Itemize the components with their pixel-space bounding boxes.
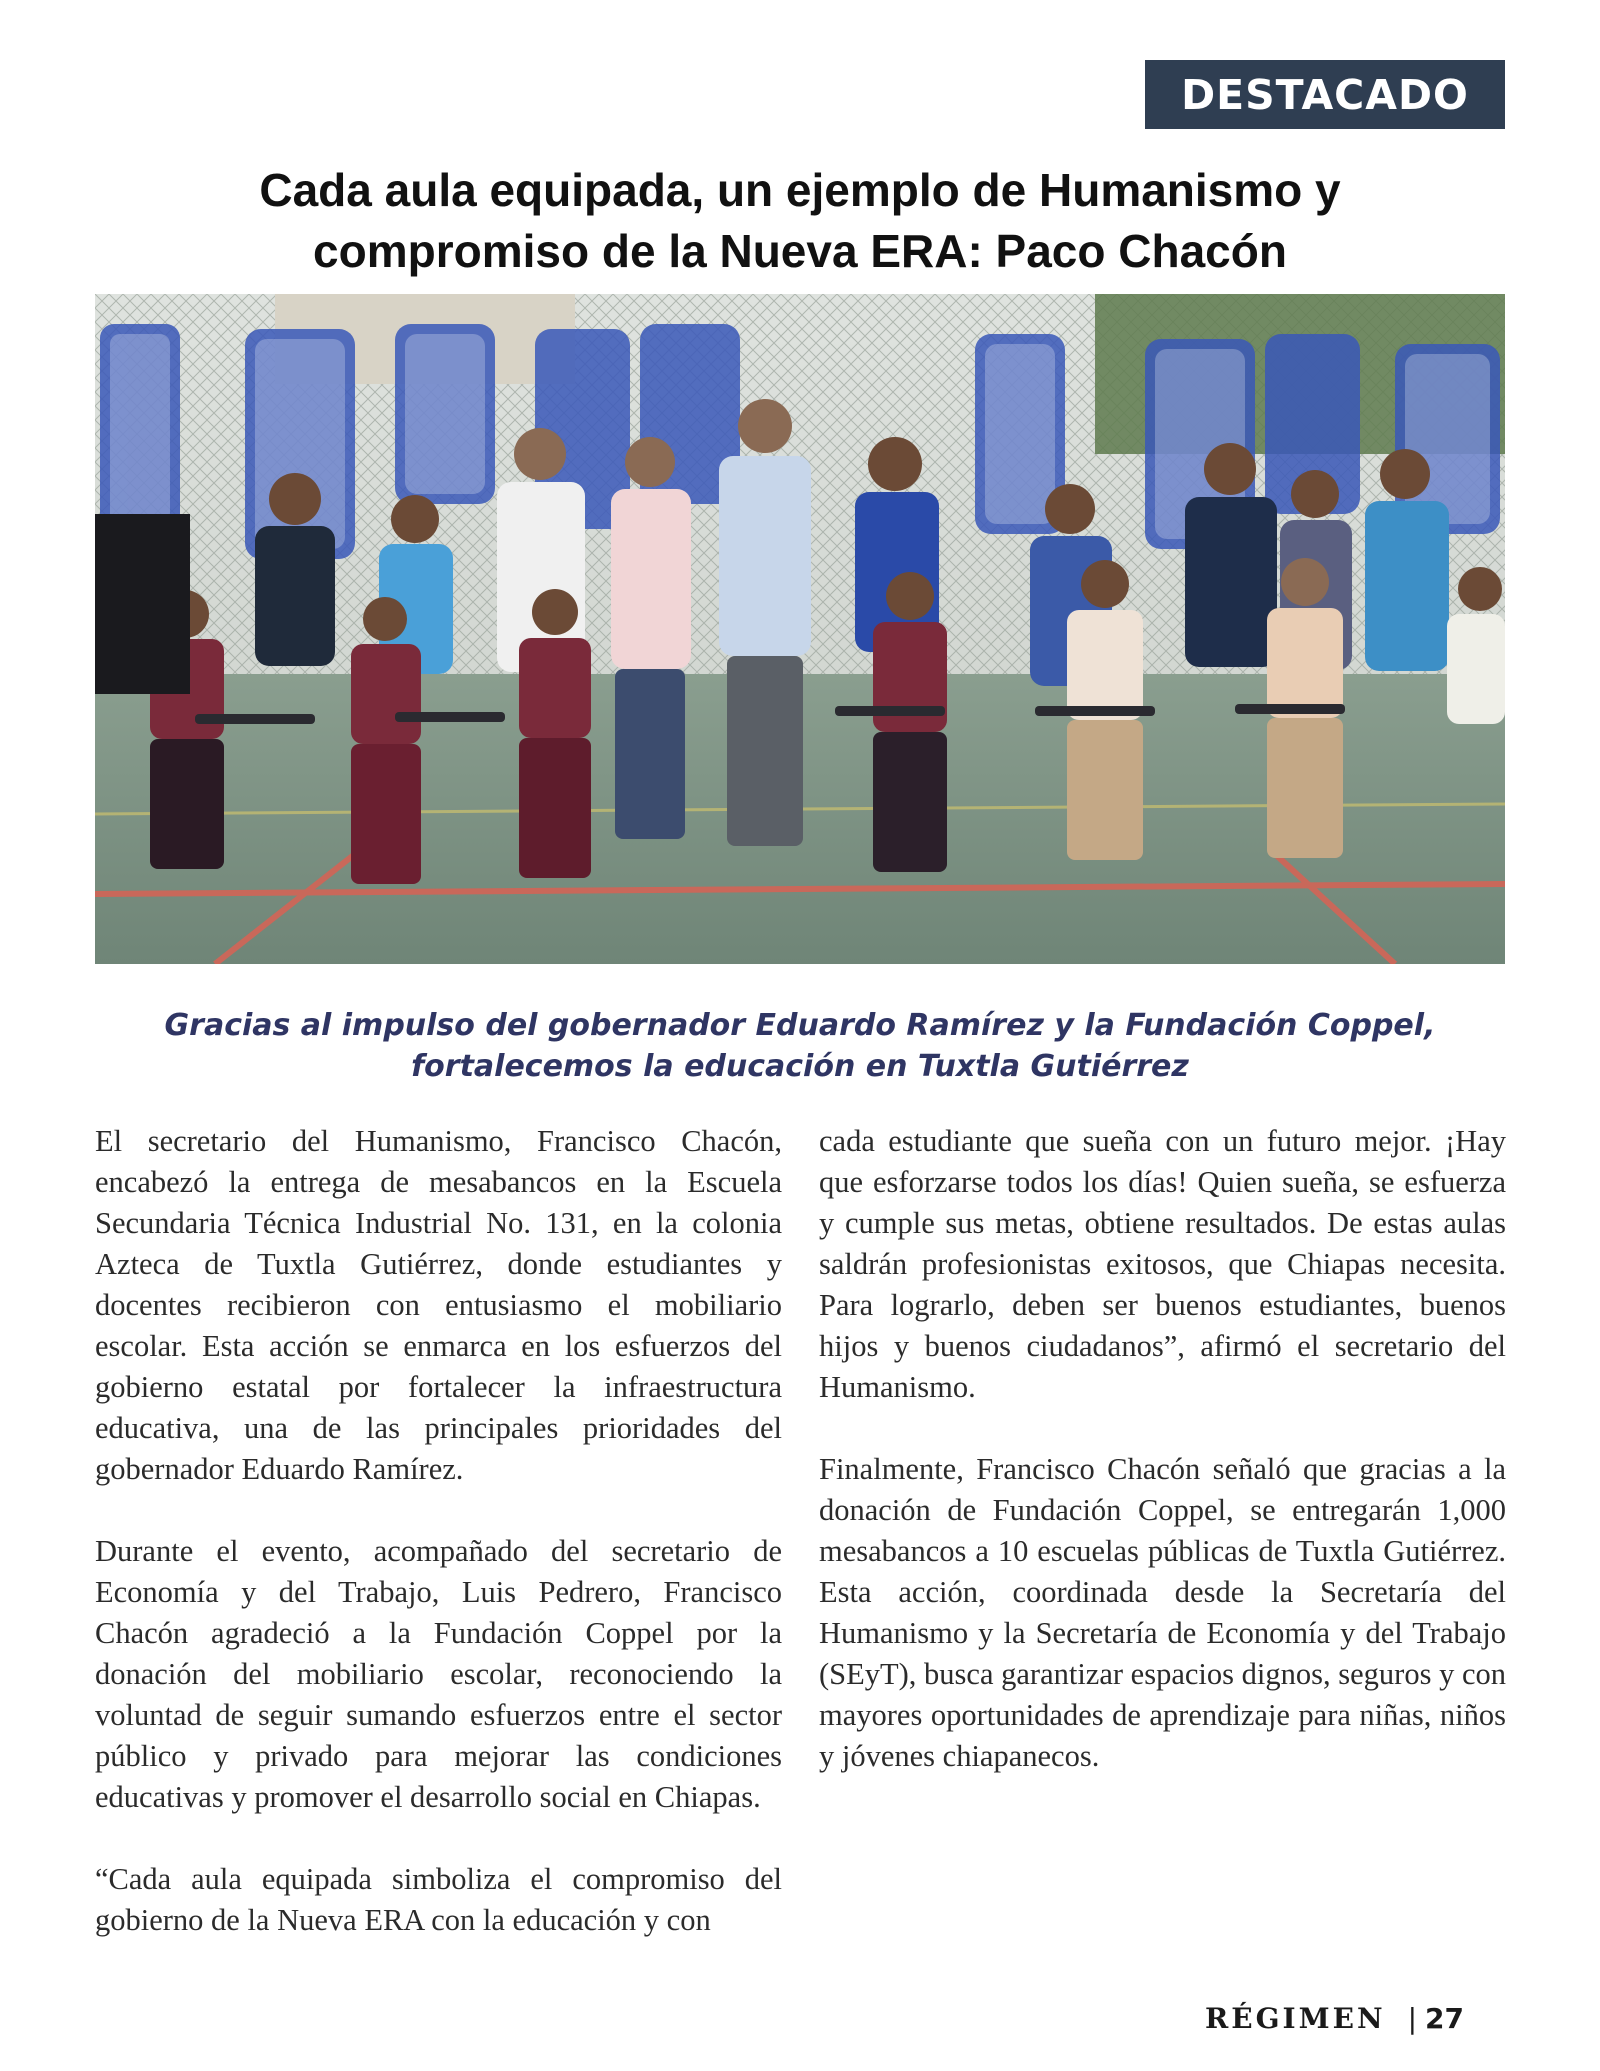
- article-paragraph: cada estudiante que sueña con un futuro mejor. ¡Hay que esforzarse todos los días! Quien sueña, se esfuerza y cumple sus metas, obtiene resultados. De estas aulas saldrán profesionistas exitosos, que Chiapas necesita. Para lograrlo, deben ser buenos estudiantes, buenos hijos y buenos ciudadanos”, afirmó el secretario del Humanismo.: [819, 1124, 1506, 1404]
- caption-line-1: Gracias al impulso del gobernador Eduardo Ramírez y la Fundación Coppel,: [164, 1008, 1436, 1043]
- article-column-left: [95, 1121, 782, 1982]
- page-number: 27: [1425, 2001, 1464, 2035]
- article-paragraph: Durante el evento, acompañado del secretario de Economía y del Trabajo, Luis Pedrero, Francisco Chacón agradeció a la Fundación Coppel por la donación del mobiliario escolar, reconociendo la voluntad de seguir sumando esfuerzos entre el sector público y privado para mejorar las condiciones educativas y promover el desarrollo social en Chiapas.: [95, 1534, 782, 1814]
- article-paragraph: “Cada aula equipada simboliza el compromiso del gobierno de la Nueva ERA con la educación y con: [95, 1862, 782, 1937]
- section-badge: DESTACADO: [1145, 60, 1505, 129]
- article-column-right: [819, 1121, 1506, 1818]
- photo-caption: [95, 1005, 1505, 1087]
- headline: [95, 160, 1505, 282]
- group-photo: [95, 294, 1505, 964]
- footer-separator: |: [1407, 2001, 1417, 2035]
- caption-line-2: fortalecemos la educación en Tuxtla Gutiérrez: [411, 1049, 1189, 1084]
- headline-line-2: compromiso de la Nueva ERA: Paco Chacón: [313, 225, 1287, 277]
- page-footer: [1205, 1996, 1464, 2040]
- article-paragraph: Finalmente, Francisco Chacón señaló que gracias a la donación de Fundación Coppel, se entregarán 1,000 mesabancos a 10 escuelas públicas de Tuxtla Gutiérrez. Esta acción, coordinada desde la Secretaría del Humanismo y la Secretaría de Economía y del Trabajo (SEyT), busca garantizar espacios dignos, seguros y con mayores oportunidades de aprendizaje para niñas, niños y jóvenes chiapanecos.: [819, 1452, 1506, 1773]
- headline-line-1: Cada aula equipada, un ejemplo de Humanismo y: [259, 164, 1341, 216]
- article-paragraph: El secretario del Humanismo, Francisco Chacón, encabezó la entrega de mesabancos en la Escuela Secundaria Técnica Industrial No. 131, en la colonia Azteca de Tuxtla Gutiérrez, donde estudiantes y docentes recibieron con entusiasmo el mobiliario escolar. Esta acción se enmarca en los esfuerzos del gobierno estatal por fortalecer la infraestructura educativa, una de las principales prioridades del gobernador Eduardo Ramírez.: [95, 1124, 782, 1486]
- group-photo-icon: [95, 294, 1505, 964]
- magazine-name: RÉGIMEN: [1205, 2001, 1386, 2035]
